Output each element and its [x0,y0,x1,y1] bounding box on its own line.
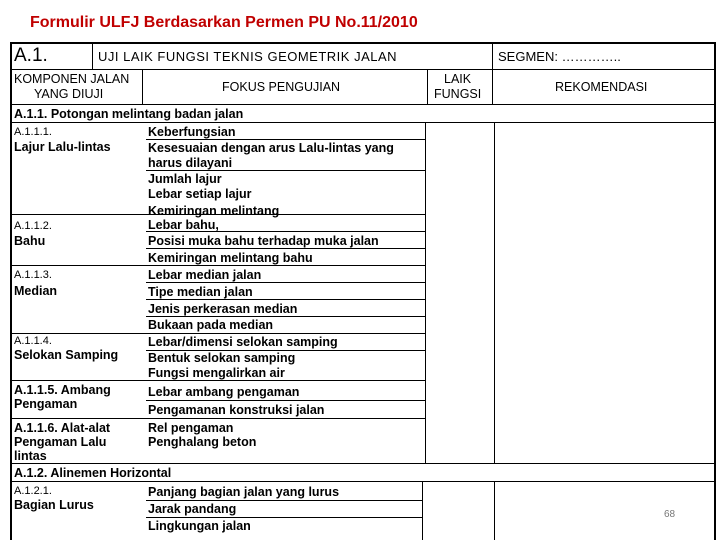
section-heading: A.1.1. Potongan melintang badan jalan [14,107,244,121]
focus-item: Tipe median jalan [148,285,253,299]
component-code: A.1.2.1. [14,485,52,497]
component-name: A.1.1.5. Ambang [14,383,111,397]
header-row-line [10,69,716,70]
header-col-divider-a [142,69,143,104]
focus-item: Pengamanan konstruksi jalan [148,403,325,417]
focus-line [146,170,426,171]
focus-item: Bentuk selokan samping [148,351,296,365]
focus-item: Lebar ambang pengaman [148,385,300,399]
component-code: A.1.1.3. [14,269,52,281]
header-bottom-line [10,104,716,105]
component-name: Lajur Lalu-lintas [14,140,111,154]
focus-item: Posisi muka bahu terhadap muka jalan [148,234,379,248]
focus-line [146,282,426,283]
focus-line [146,517,422,518]
col-divider-laik-right-2 [494,481,495,540]
focus-item: Kemiringan melintang bahu [148,251,313,265]
component-name: Bagian Lurus [14,498,94,512]
component-code: A.1.1.1. [14,126,52,138]
focus-line [146,400,426,401]
col-header-komponen-1: KOMPONEN JALAN [14,72,130,86]
header-divider-2 [492,42,493,104]
component-name: lintas [14,449,47,463]
focus-item: Lebar median jalan [148,268,262,282]
form-main-title: UJI LAIK FUNGSI TEKNIS GEOMETRIK JALAN [98,49,398,64]
focus-item: Lebar setiap lajur [148,187,252,201]
col-header-laik-1: LAIK [444,72,472,86]
focus-line [146,299,426,300]
focus-line [146,139,426,140]
focus-item: Keberfungsian [148,125,236,139]
col-divider-laik-left-2 [422,481,423,540]
page-title: Formulir ULFJ Berdasarkan Permen PU No.11/2010 [30,14,418,31]
component-name: Median [14,284,58,298]
group-line-3 [10,333,426,334]
focus-item: Bukaan pada median [148,318,274,332]
col-header-laik-2: FUNGSI [434,87,482,101]
table-border-top [10,42,716,44]
group-line-4 [10,380,426,381]
section2-bottom-line [10,481,716,482]
component-name: A.1.1.6. Alat-alat [14,421,111,435]
focus-item: Fungsi mengalirkan air [148,366,285,380]
section-heading: A.1.2. Alinemen Horizontal [14,466,172,480]
focus-line [146,316,426,317]
col-header-komponen-2: YANG DIUJI [34,87,104,101]
focus-item: harus dilayani [148,156,233,170]
group-line-5 [10,418,426,419]
component-name: Selokan Samping [14,348,119,362]
table-border-right [714,42,716,540]
focus-item: Rel pengaman [148,421,234,435]
group-line-2 [10,265,426,266]
segment-label-text: SEGMEN: [498,49,558,64]
focus-item: Jarak pandang [148,502,237,516]
focus-item: Kemiringan melintang [148,204,280,218]
focus-item: Penghalang beton [148,435,257,449]
segment-value: ………….. [561,49,621,64]
focus-item: Jenis perkerasan median [148,302,298,316]
focus-item: Panjang bagian jalan yang lurus [148,485,340,499]
focus-item: Lebar bahu, [148,218,219,232]
page-number: 68 [664,509,676,520]
focus-item: Lingkungan jalan [148,519,251,533]
section2-top-line [10,463,716,464]
header-col-divider-b [427,69,428,104]
component-name: Pengaman [14,397,78,411]
focus-item: Kesesuaian dengan arus Lalu-lintas yang [148,141,394,155]
col-divider-laik-left [425,122,426,463]
col-header-fokus: FOKUS PENGUJIAN [222,80,341,94]
header-divider-1 [92,42,93,70]
component-name: Bahu [14,234,46,248]
focus-line [146,500,422,501]
component-name: Pengaman Lalu [14,435,107,449]
form-code: A.1. [14,45,48,66]
segment-label [498,50,621,64]
section1-bottom-line [10,122,716,123]
table-border-left [10,42,12,540]
focus-line [146,248,426,249]
component-code: A.1.1.4. [14,335,52,347]
col-divider-laik-right [494,122,495,463]
component-code: A.1.1.2. [14,220,52,232]
focus-item: Jumlah lajur [148,172,222,186]
focus-item: Lebar/dimensi selokan samping [148,335,338,349]
col-header-rekomendasi: REKOMENDASI [555,80,648,94]
